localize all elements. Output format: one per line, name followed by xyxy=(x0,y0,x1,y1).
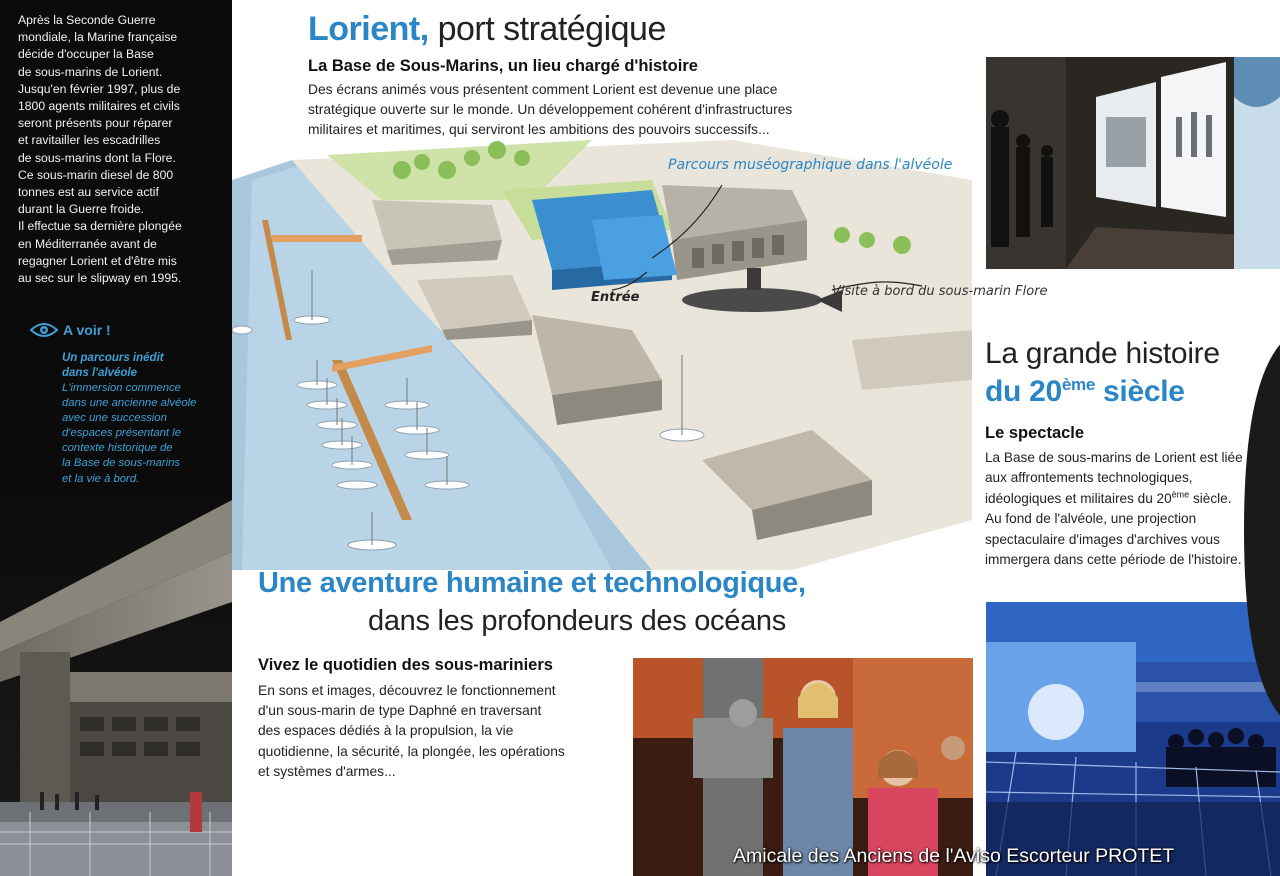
intro-line: de sous-marins dont la Flore. xyxy=(18,150,176,165)
annotation-entree: Entrée xyxy=(591,290,640,305)
intro-line: Ce sous-marin diesel de 800 xyxy=(18,167,174,182)
paragraph-line: et systèmes d'armes... xyxy=(258,763,396,779)
title-part: du 20 xyxy=(985,375,1062,408)
paragraph-line: aux affrontements technologiques, xyxy=(985,470,1193,486)
intro-paragraph xyxy=(308,80,833,140)
spectacle-subtitle: Le spectacle xyxy=(985,424,1085,442)
desc-line: avec une succession xyxy=(62,412,167,425)
paragraph-line: des espaces dédiés à la propulsion, la vie xyxy=(258,723,514,739)
quotidien-subtitle: Vivez le quotidien des sous-mariniers xyxy=(258,656,553,674)
submarine-base-photo xyxy=(0,492,232,876)
paragraph-line: Au fond de l'alvéole, une projection xyxy=(985,511,1197,527)
desc-line: d'espaces présentant le xyxy=(62,427,181,440)
paragraph-line: La Base de sous-marins de Lorient est liée xyxy=(985,450,1243,465)
line-part: siècle. xyxy=(1189,490,1232,506)
annotation-parcours: Parcours muséographique dans l'alvéole xyxy=(668,157,953,173)
a-voir-label: A voir ! xyxy=(63,322,111,338)
section-subtitle-base: La Base de Sous-Marins, un lieu chargé d'histoire xyxy=(308,57,698,75)
aventure-title-line2: dans les profondeurs des océans xyxy=(368,605,786,637)
title-sup: ème xyxy=(1061,375,1095,394)
quotidien-paragraph xyxy=(258,681,603,782)
grande-histoire-title-line2 xyxy=(985,375,1185,409)
intro-line: regagner Lorient et d'être mis xyxy=(18,253,177,268)
paragraph-line: En sons et images, découvrez le fonctionnement xyxy=(258,683,556,698)
a-voir-heading xyxy=(30,322,230,338)
intro-line: mondiale, la Marine française xyxy=(18,30,178,45)
desc-line: la Base de sous-marins xyxy=(62,457,181,470)
paragraph-line: d'un sous-marin de type Daphné en traversant xyxy=(258,703,542,719)
intro-line: militaires et maritimes, qui serviront les ambitions des pouvoirs successifs... xyxy=(308,122,770,137)
line-sup: ème xyxy=(1171,489,1190,500)
intro-line: tonnes est au service actif xyxy=(18,185,159,200)
line-part: idéologiques et militaires du 20 xyxy=(985,490,1172,506)
paragraph-line: spectaculaire d'images d'archives vous xyxy=(985,531,1220,547)
intro-line: Il effectue sa dernière plongée xyxy=(18,219,182,234)
intro-line: durant la Guerre froide. xyxy=(18,202,145,217)
intro-line: 1800 agents militaires et civils xyxy=(18,99,180,114)
desc-line: dans une ancienne alvéole xyxy=(62,397,197,410)
watermark: Amicale des Anciens de l'Aviso Escorteur PROTET xyxy=(733,845,1175,867)
annotation-visite: Visite à bord du sous-marin Flore xyxy=(832,284,1048,299)
grande-histoire-title: La grande histoire xyxy=(985,337,1220,370)
desc-line: L'immersion commence xyxy=(62,382,181,394)
title-rest: port stratégique xyxy=(428,10,666,48)
intro-line: au sec sur le slipway en 1995. xyxy=(18,271,182,286)
left-description xyxy=(62,381,222,487)
intro-line: Des écrans animés vous présentent comment Lorient est devenue une place xyxy=(308,82,778,97)
subtitle-line: dans l'alvéole xyxy=(62,366,137,379)
title-accent: Lorient, xyxy=(308,10,429,48)
paragraph-line: quotidienne, la sécurité, la plongée, les opérations xyxy=(258,743,565,759)
spectacle-paragraph xyxy=(985,448,1267,570)
left-intro-text xyxy=(18,12,223,287)
intro-line: Après la Seconde Guerre xyxy=(18,13,156,27)
intro-line: Jusqu'en février 1997, plus de xyxy=(18,81,181,96)
intro-line: de sous-marins de Lorient. xyxy=(18,64,163,79)
paragraph-line xyxy=(985,489,1267,509)
intro-line: seront présents pour réparer xyxy=(18,116,173,131)
desc-line: contexte historique de xyxy=(62,442,173,455)
left-sidebar xyxy=(0,0,232,876)
intro-line: et ravitailler les escadrilles xyxy=(18,133,161,148)
intro-line: décide d'occuper la Base xyxy=(18,47,154,62)
spectacle-photo xyxy=(986,602,1280,876)
aventure-title: Une aventure humaine et technologique, xyxy=(258,567,806,599)
intro-line: en Méditerranée avant de xyxy=(18,236,157,251)
eye-icon xyxy=(30,322,58,338)
paragraph-line: immergera dans cette période de l'histoire. xyxy=(985,552,1242,568)
desc-line: et la vie à bord. xyxy=(62,472,140,485)
periscope-photo xyxy=(633,658,973,876)
left-subtitle xyxy=(62,351,222,380)
base-illustration xyxy=(232,140,972,570)
projection-room-photo xyxy=(986,57,1280,269)
page-title xyxy=(308,10,666,49)
subtitle-line: Un parcours inédit xyxy=(62,352,164,364)
title-part: siècle xyxy=(1094,375,1185,408)
intro-line: stratégique ouverte sur le monde. Un développement cohérent d'infrastructures xyxy=(308,102,793,117)
